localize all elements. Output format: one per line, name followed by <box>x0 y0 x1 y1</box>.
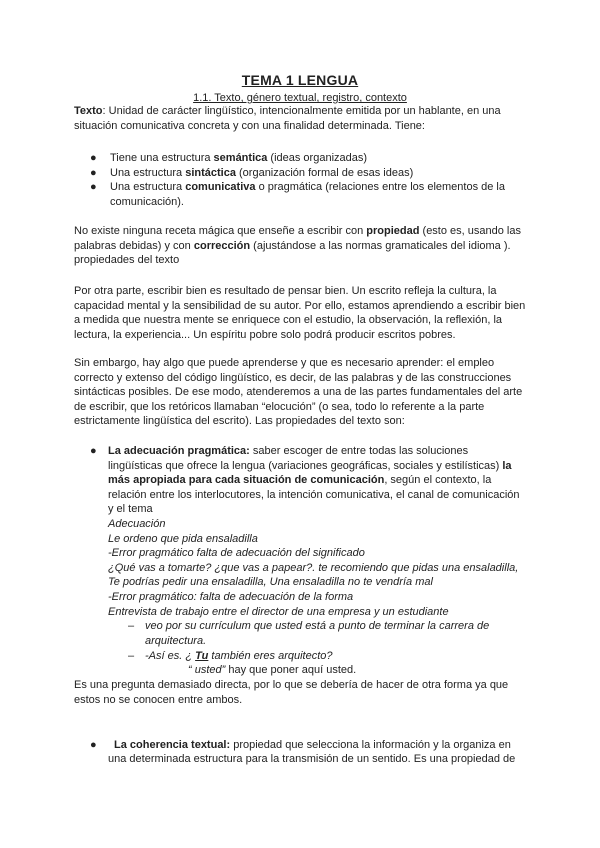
dash-item-curriculum: veo por su currículum que usted está a punto de terminar la carrera de arquitectura. <box>145 620 490 647</box>
texto-term: Texto <box>74 105 103 117</box>
bullet-icon: ● <box>90 152 97 164</box>
list-item-coherencia: La coherencia textual: propiedad que selecciona la información y la organiza en <box>114 739 511 751</box>
bullet-icon: ● <box>90 445 97 457</box>
dash-icon: – <box>128 650 135 662</box>
coherencia-line2: una determinada estructura para la transmisión de un sentido. Es una propiedad de <box>108 753 516 765</box>
page-subtitle: 1.1. Texto, género textual, registro, contexto <box>193 92 407 104</box>
bullet-icon: ● <box>90 181 97 193</box>
page-title: TEMA 1 LENGUA <box>241 72 359 88</box>
list-item: Tiene una estructura semántica (ideas organizadas) <box>110 152 368 164</box>
usted-note: “ usted” hay que poner aquí usted. <box>188 664 357 676</box>
bullet-icon: ● <box>90 167 97 179</box>
paragraph-sin-embargo: Sin embargo, hay algo que puede aprenderse y que es necesario aprender: el empleo correcto y extenso del código lingüístico, es decir, de las palabras y de las construcciones sintácticas posibles. De ese modo, atenderemos a una de las partes fundamentales del arte de escribir, que los retóricos llamaban “elocución” (o sea, todo lo referente a la parte estrictamente lingüística del escrito). Las propiedades del texto son: <box>74 357 523 428</box>
list-item: Una estructura sintáctica (organización formal de esas ideas) <box>110 167 414 179</box>
paragraph-propiedad: No existe ninguna receta mágica que enseñe a escribir con propiedad (esto es, usando las palabras debidas) y con corrección (ajustándose a las normas gramaticales del idioma ). propiedades del texto <box>74 225 521 267</box>
texto-definition <box>74 104 529 133</box>
paragraph-pregunta-directa: Es una pregunta demasiado directa, por lo que se debería de hacer de otra forma ya que estos no se conocen entre ambos. <box>74 679 509 706</box>
list-item: Una estructura comunicativa o pragmática (relaciones entre los elementos de la comunicación). <box>110 181 505 208</box>
dash-item-arquitecto: -Así es. ¿ Tu también eres arquitecto? <box>145 650 333 662</box>
bullet-icon: ● <box>90 739 97 751</box>
texto-def-line2: situación comunicativa concreta y con una finalidad determinada. Tiene: <box>74 119 425 132</box>
paragraph-escribir-bien: Por otra parte, escribir bien es resultado de pensar bien. Un escrito refleja la cultura, la capacidad mental y la sensibilidad de su autor. Por ello, estamos aprendiendo a escribir bien a medida que nuestra mente se enriquece con el estudio, la observación, la reflexión, la lectura, la experiencia... Un espíritu pobre solo podrá producir escritos pobres. <box>74 285 526 341</box>
list-item-adecuacion: La adecuación pragmática: saber escoger de entre todas las soluciones lingüísticas que ofrece la lengua (variaciones geográficas, sociales y estilísticas) la más apropiada para cada situación de comunicación, según el contexto, la relación entre los interlocutores, la intención comunicativa, el canal de comunicación y el tema Adecuación Le ordeno que pida ensaladilla -Error pragmático falta de adecuación del significado ¿Qué vas a tomarte? ¿que vas a papear?. te recomiendo que pidas una ensaladilla, Te podrías pedir una ensaladilla, Una ensaladilla no te vendría mal -Error pragmático: falta de adecuación de la forma Entrevista de trabajo entre el director de una empresa y un estudiante <box>108 445 520 618</box>
texto-def-line1: : Unidad de carácter lingüístico, intencionalmente emitida por un hablante, en una <box>102 105 501 117</box>
dash-icon: – <box>128 620 135 632</box>
